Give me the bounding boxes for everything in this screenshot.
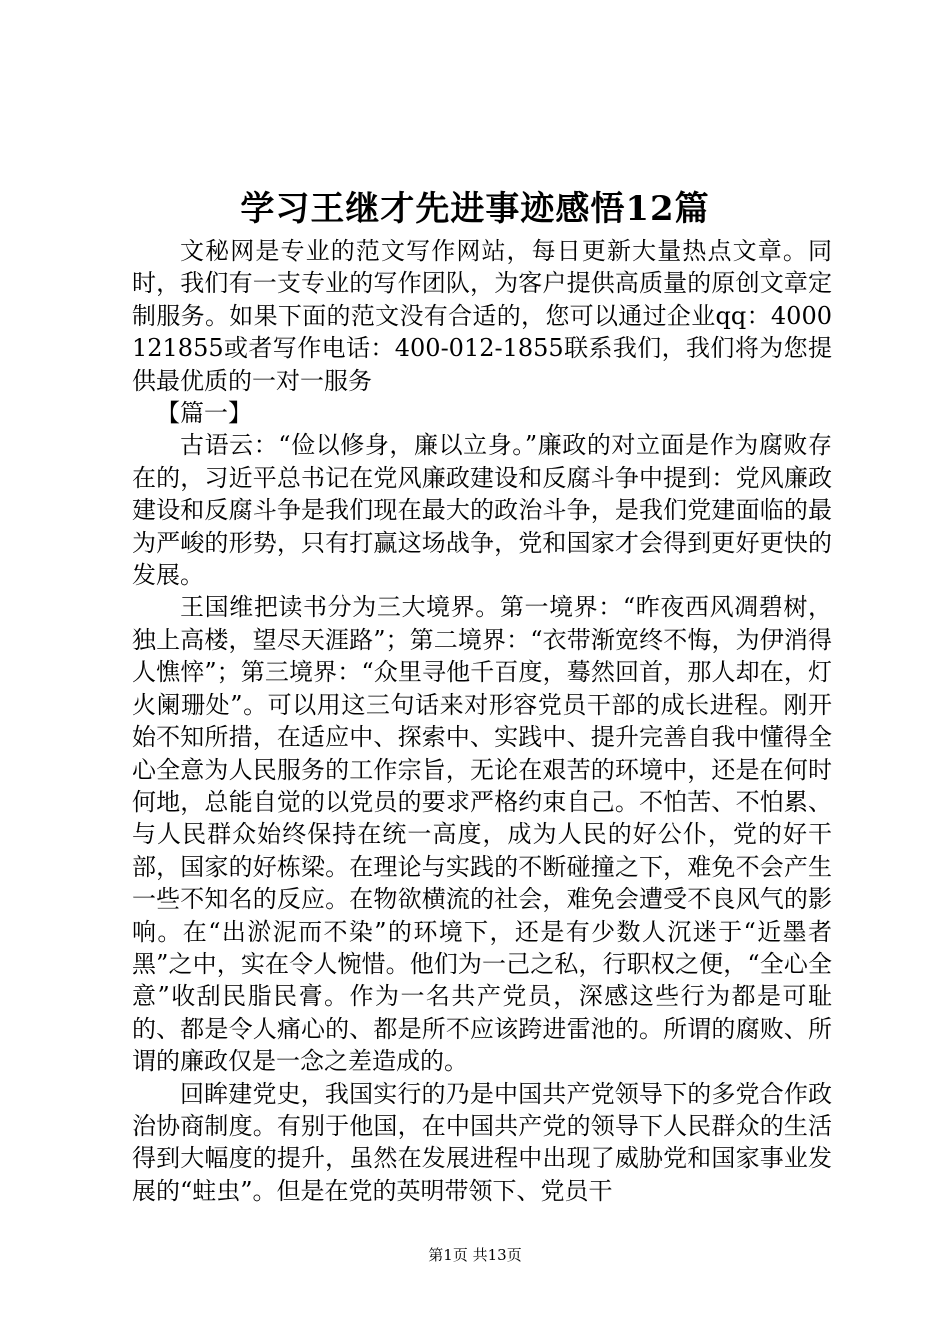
body-paragraph: 王国维把读书分为三大境界。第一境界：“昨夜西风凋碧树，独上高楼，望尽天涯路”；第二境界：“衣带渐宽终不悔，为伊消得人憔悴”；第三境界：“众里寻他千百度，蓦然回首，那人却在，灯火阑珊处”。可以用这三句话来对形容党员干部的成长进程。刚开始不知所措，在适应中、探索中、实践中、提升完善自我中懂得全心全意为人民服务的工作宗旨，无论在艰苦的环境中，还是在何时何地，总能自觉的以党员的要求严格约束自己。不怕苦、不怕累、与人民群众始终保持在统一高度，成为人民的好公仆，党的好干部，国家的好栋梁。在理论与实践的不断碰撞之下，难免不会产生一些不知名的反应。在物欲横流的社会，难免会遭受不良风气的影响。在“出淤泥而不染”的环境下，还是有少数人沉迷于“近墨者黑”之中，实在令人惋惜。他们为一己之私，行职权之便，“全心全意”收刮民脂民膏。作为一名共产党员，深感这些行为都是可耻的、都是令人痛心的、都是所不应该跨进雷池的。所谓的腐败、所谓的廉政仅是一念之差造成的。 [132,593,832,1076]
document-title: 学习王继才先进事迹感悟12篇 [240,189,710,229]
document-body [132,235,832,1207]
section-heading: 【篇一】 [156,399,252,428]
intro-paragraph: 文秘网是专业的范文写作网站，每日更新大量热点文章。同时，我们有一支专业的写作团队，为客户提供高质量的原创文章定制服务。如果下面的范文没有合适的，您可以通过企业qq：4000121855或者写作电话：400-012-1855联系我们，我们将为您提供最优质的一对一服务 [132,237,832,395]
page-footer: 第1页 共13页 [428,1246,522,1264]
body-paragraph: 回眸建党史，我国实行的乃是中国共产党领导下的多党合作政治协商制度。有别于他国，在中国共产党的领导下人民群众的生活得到大幅度的提升，虽然在发展进程中出现了威胁党和国家事业发展的“蛀虫”。但是在党的英明带领下、党员干 [132,1079,832,1205]
body-paragraph: 古语云：“俭以修身，廉以立身。”廉政的对立面是作为腐败存在的，习近平总书记在党风廉政建设和反腐斗争中提到：党风廉政建设和反腐斗争是我们现在最大的政治斗争，是我们党建面临的最为严峻的形势，只有打赢这场战争，党和国家才会得到更好更快的发展。 [132,431,832,590]
